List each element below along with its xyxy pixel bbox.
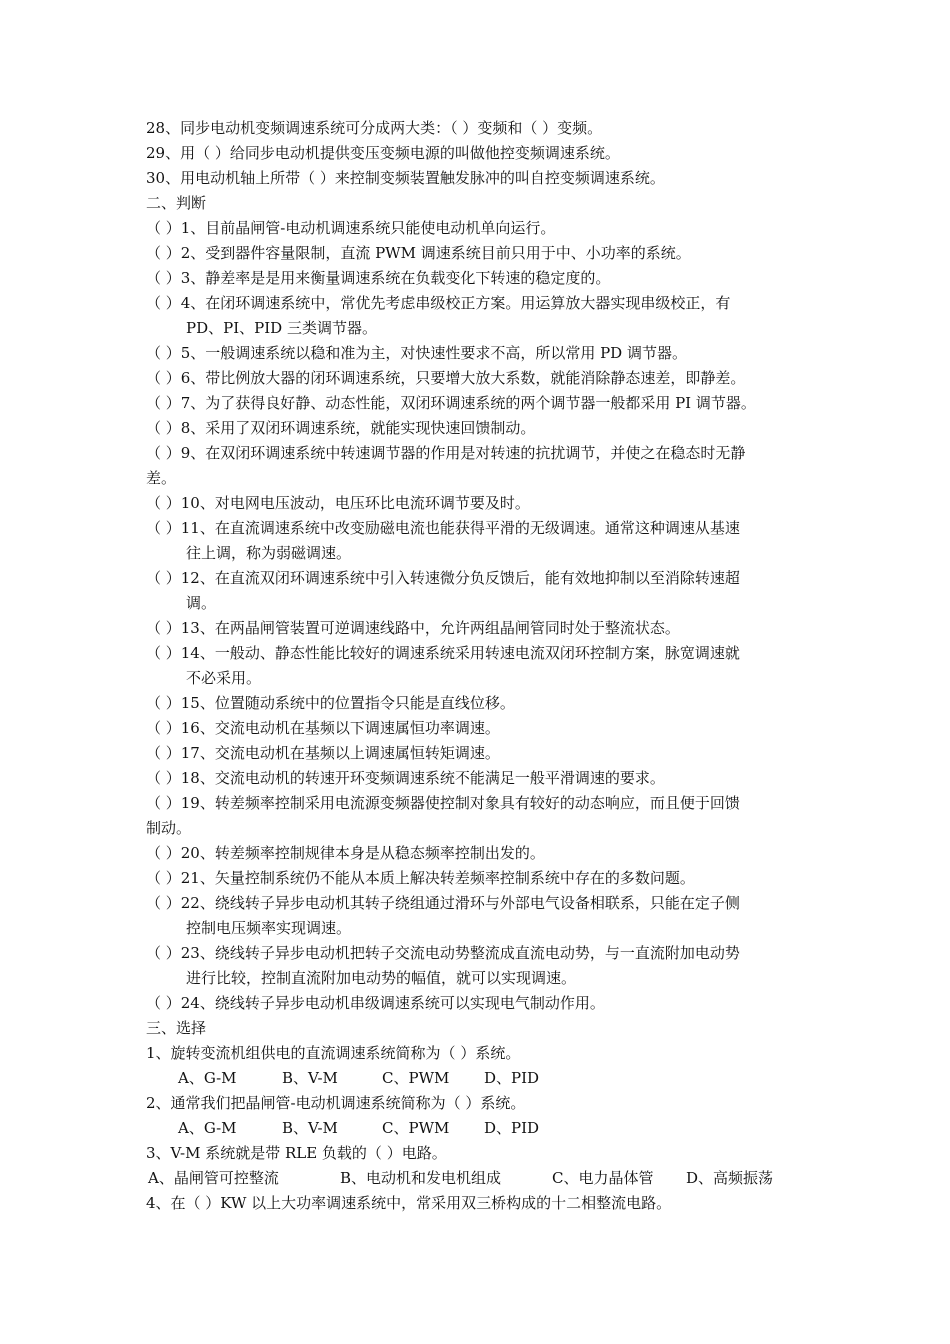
judge-item-continuation: 控制电压频率实现调速。 xyxy=(186,919,352,937)
choice-question-3: 3、V-M 系统就是带 RLE 负载的（ ）电路。 xyxy=(146,1144,447,1162)
judge-item: （ ）17、交流电动机在基频以上调速属恒转矩调速。 xyxy=(146,744,500,762)
judge-item-continuation: 不必采用。 xyxy=(186,669,262,687)
judge-item: （ ）8、采用了双闭环调速系统，就能实现快速回馈制动。 xyxy=(146,419,536,437)
section-heading-judge: 二、判断 xyxy=(146,194,207,212)
judge-item-continuation: 进行比较，控制直流附加电动势的幅值，就可以实现调速。 xyxy=(186,969,577,987)
judge-item: （ ）7、为了获得良好静、动态性能，双闭环调速系统的两个调节器一般都采用 PI 调节器。 xyxy=(146,394,756,412)
judge-item-continuation: 往上调，称为弱磁调速。 xyxy=(186,544,352,562)
option-c: C、PWM xyxy=(382,1069,450,1087)
option-a: A、G-M xyxy=(178,1119,237,1137)
judge-item: （ ）16、交流电动机在基频以下调速属恒功率调速。 xyxy=(146,719,500,737)
judge-item-continuation: PD、PI、PID 三类调节器。 xyxy=(186,319,377,337)
judge-item: （ ）10、对电网电压波动，电压环比电流环调节要及时。 xyxy=(146,494,530,512)
section-heading-choice: 三、选择 xyxy=(146,1019,207,1037)
question-28: 28、同步电动机变频调速系统可分成两大类：（ ）变频和（ ）变频。 xyxy=(146,119,603,137)
choice-question-2: 2、通常我们把晶闸管-电动机调速系统简称为（ ）系统。 xyxy=(146,1094,526,1112)
judge-item: （ ）18、交流电动机的转速开环变频调速系统不能满足一般平滑调速的要求。 xyxy=(146,769,665,787)
option-d: D、PID xyxy=(484,1119,540,1137)
judge-item: （ ）15、位置随动系统中的位置指令只能是直线位移。 xyxy=(146,694,515,712)
judge-item: （ ）12、在直流双闭环调速系统中引入转速微分负反馈后，能有效地抑制以至消除转速超 xyxy=(146,569,740,587)
question-30: 30、用电动机轴上所带（ ）来控制变频装置触发脉冲的叫自控变频调速系统。 xyxy=(146,169,665,187)
option-c: C、PWM xyxy=(382,1119,450,1137)
judge-item: （ ）1、目前晶闸管-电动机调速系统只能使电动机单向运行。 xyxy=(146,219,556,237)
option-b: B、V-M xyxy=(282,1069,338,1087)
option-b: B、电动机和发电机组成 xyxy=(340,1169,502,1187)
judge-item: （ ）13、在两晶闸管装置可逆调速线路中，允许两组晶闸管同时处于整流状态。 xyxy=(146,619,680,637)
option-d: D、PID xyxy=(484,1069,540,1087)
judge-item: （ ）21、矢量控制系统仍不能从本质上解决转差频率控制系统中存在的多数问题。 xyxy=(146,869,695,887)
choice-options-2 xyxy=(178,1118,539,1138)
judge-item-continuation: 调。 xyxy=(186,594,217,612)
choice-question-4: 4、在（ ）KW 以上大功率调速系统中，常采用双三桥构成的十二相整流电路。 xyxy=(146,1194,672,1212)
option-c: C、电力晶体管 xyxy=(552,1169,654,1187)
judge-item: （ ）9、在双闭环调速系统中转速调节器的作用是对转速的抗扰调节，并使之在稳态时无静 xyxy=(146,444,746,462)
judge-item: （ ）11、在直流调速系统中改变励磁电流也能获得平滑的无级调速。通常这种调速从基速 xyxy=(146,519,740,537)
judge-item: （ ）6、带比例放大器的闭环调速系统，只要增大放大系数，就能消除静态速差，即静差。 xyxy=(146,369,746,387)
option-d: D、高频振荡 xyxy=(686,1169,774,1187)
judge-item: （ ）24、绕线转子异步电动机串级调速系统可以实现电气制动作用。 xyxy=(146,994,605,1012)
option-b: B、V-M xyxy=(282,1119,338,1137)
judge-item: （ ）5、一般调速系统以稳和准为主，对快速性要求不高，所以常用 PD 调节器。 xyxy=(146,344,687,362)
question-29: 29、用（ ）给同步电动机提供变压变频电源的叫做他控变频调速系统。 xyxy=(146,144,620,162)
option-a: A、晶闸管可控整流 xyxy=(148,1169,279,1187)
judge-item: （ ）3、静差率是是用来衡量调速系统在负载变化下转速的稳定度的。 xyxy=(146,269,611,287)
judge-item: （ ）19、转差频率控制采用电流源变频器使控制对象具有较好的动态响应，而且便于回馈 xyxy=(146,794,740,812)
choice-options-1 xyxy=(178,1068,539,1088)
choice-options-3 xyxy=(148,1168,773,1188)
option-a: A、G-M xyxy=(178,1069,237,1087)
judge-item: （ ）23、绕线转子异步电动机把转子交流电动势整流成直流电动势，与一直流附加电动势 xyxy=(146,944,740,962)
judge-item: （ ）20、转差频率控制规律本身是从稳态频率控制出发的。 xyxy=(146,844,545,862)
choice-question-1: 1、旋转变流机组供电的直流调速系统简称为（ ）系统。 xyxy=(146,1044,521,1062)
judge-item-continuation: 差。 xyxy=(146,469,177,487)
judge-item: （ ）14、一般动、静态性能比较好的调速系统采用转速电流双闭环控制方案，脉宽调速就 xyxy=(146,644,740,662)
judge-item-continuation: 制动。 xyxy=(146,819,192,837)
judge-item: （ ）2、受到器件容量限制，直流 PWM 调速系统目前只用于中、小功率的系统。 xyxy=(146,244,691,262)
judge-item: （ ）22、绕线转子异步电动机其转子绕组通过滑环与外部电气设备相联系，只能在定子侧 xyxy=(146,894,740,912)
judge-item: （ ）4、在闭环调速系统中，常优先考虑串级校正方案。用运算放大器实现串级校正，有 xyxy=(146,294,731,312)
